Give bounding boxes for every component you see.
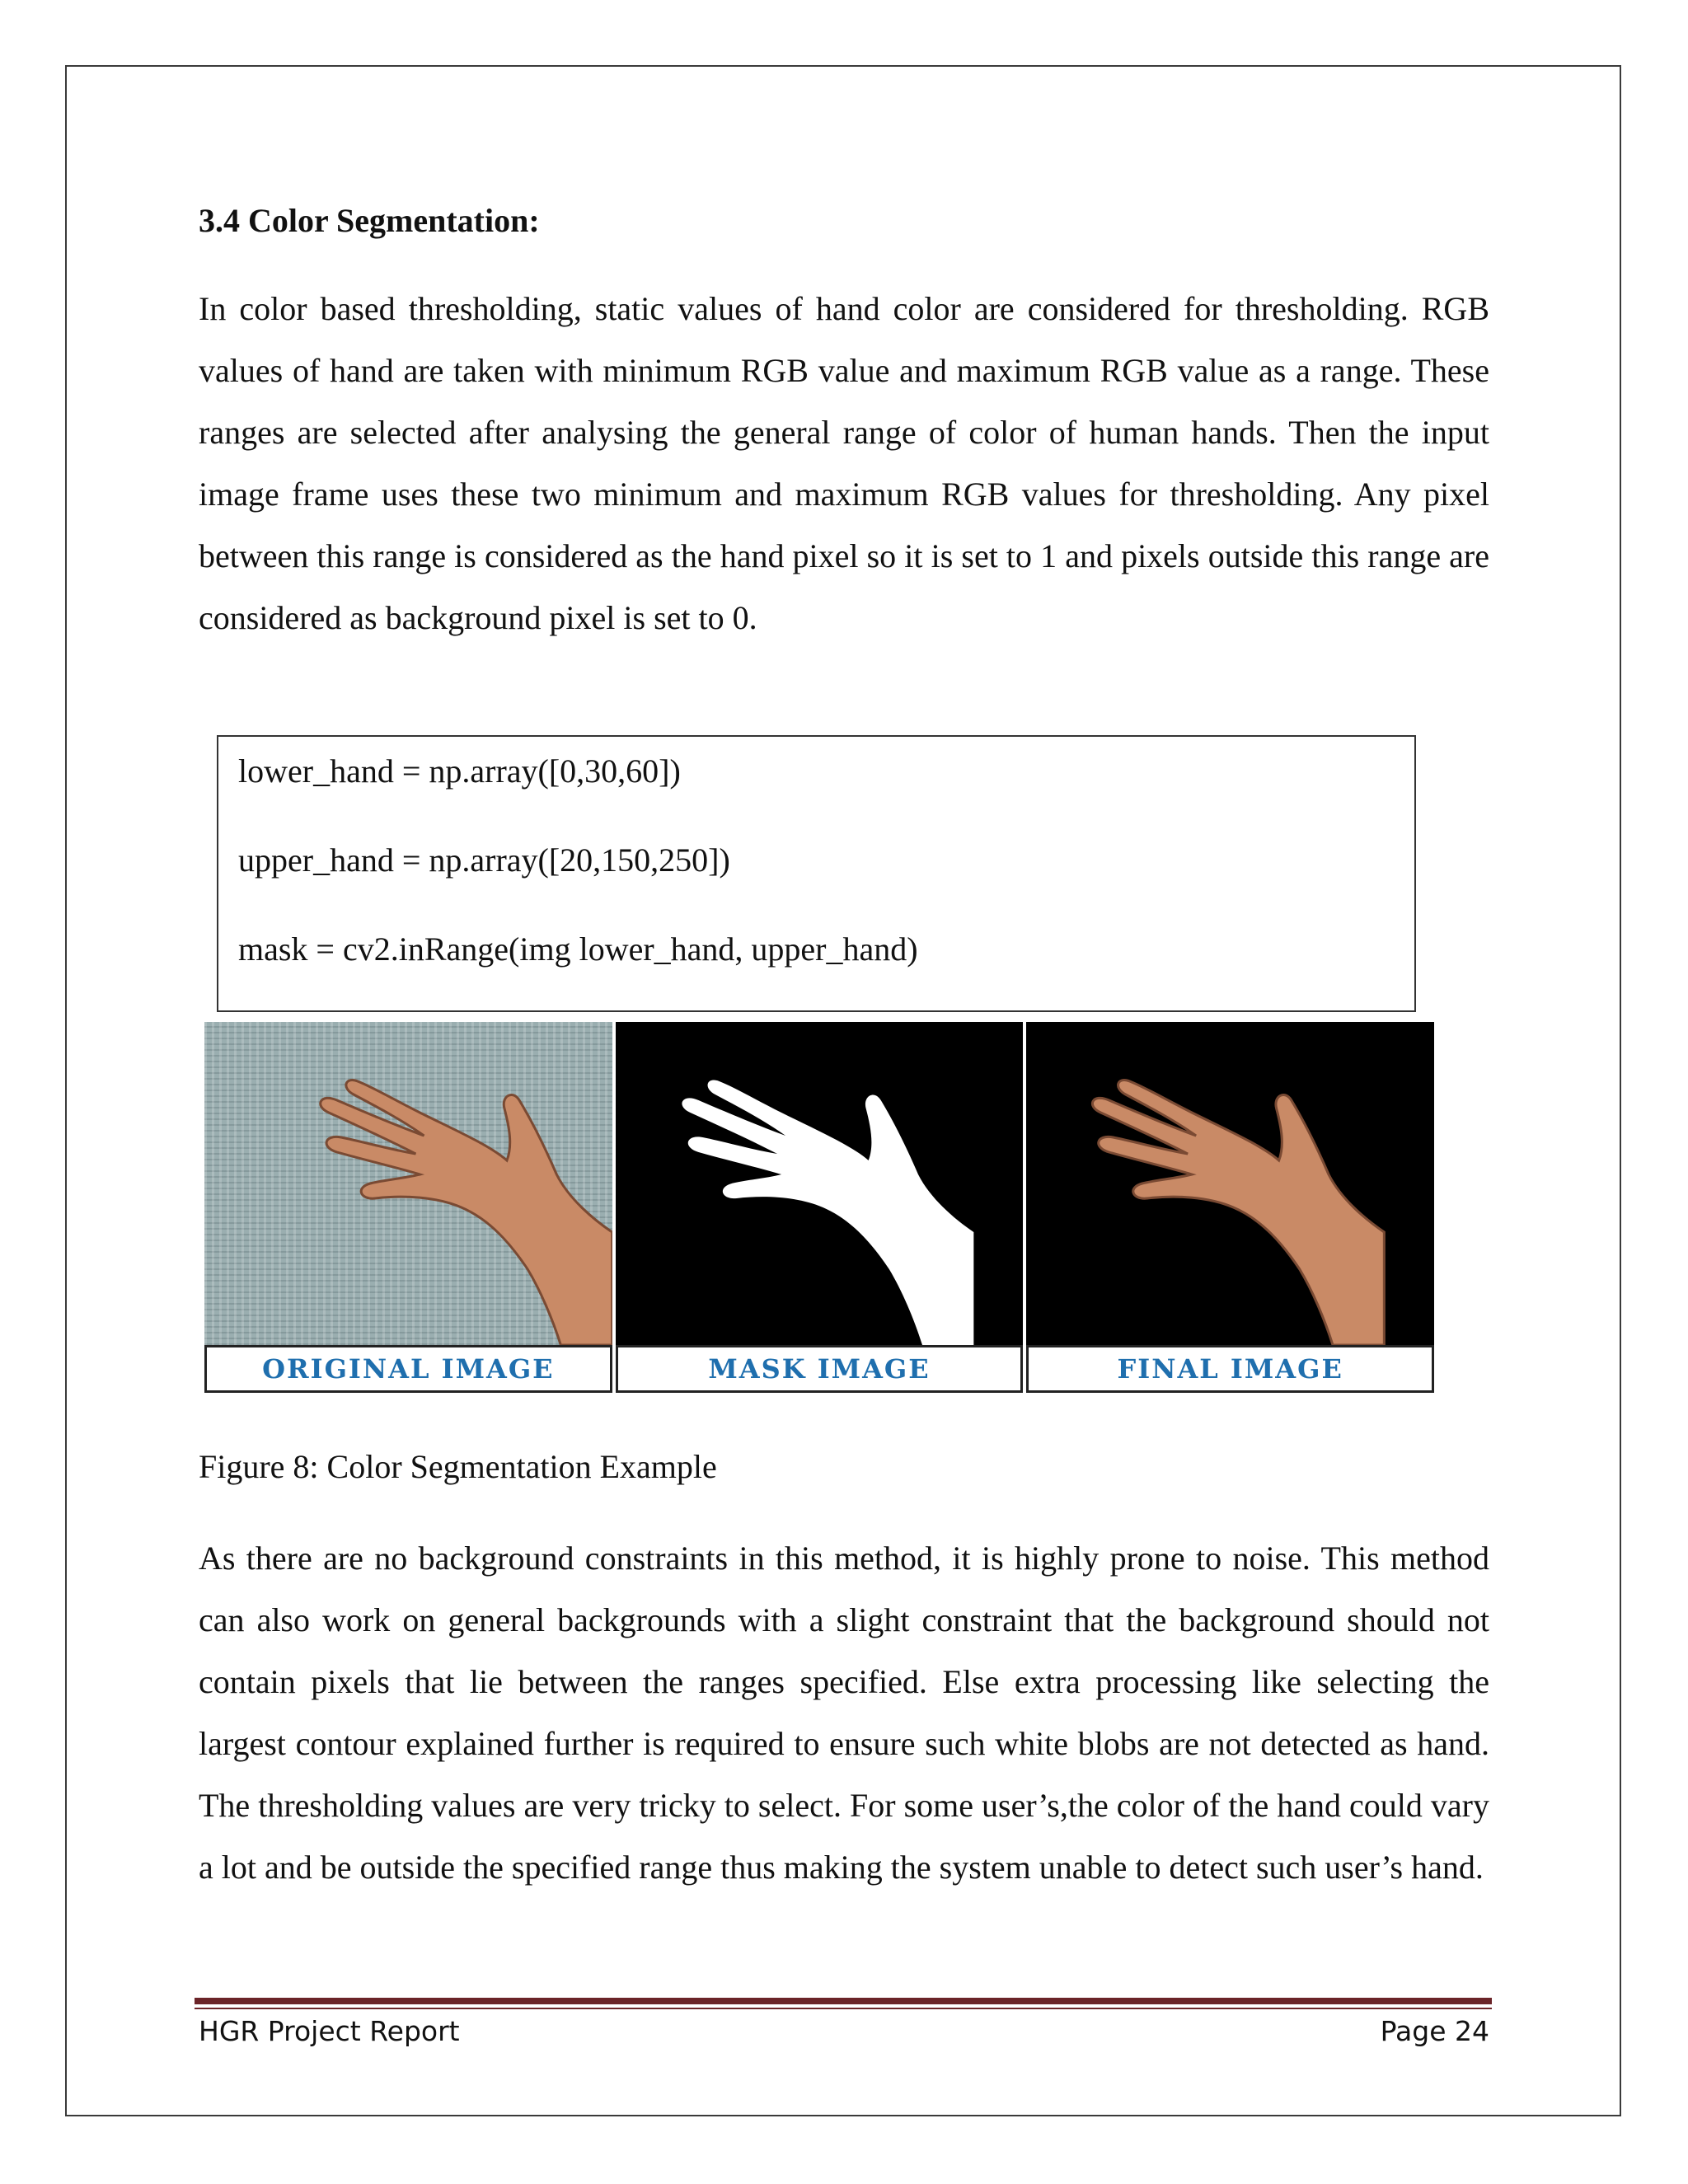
mask-image [616, 1022, 1024, 1345]
final-image-label: FINAL IMAGE [1026, 1345, 1434, 1393]
code-line-lower: lower_hand = np.array([0,30,60]) [238, 752, 681, 790]
section-heading: 3.4 Color Segmentation: [199, 202, 540, 239]
original-image-label: ORIGINAL IMAGE [204, 1345, 612, 1393]
footer-rule [195, 1998, 1492, 2004]
original-image [204, 1022, 612, 1345]
panel-mask [616, 1022, 1024, 1393]
footer-page-number: Page 24 [1380, 2015, 1489, 2047]
final-image [1026, 1022, 1434, 1345]
footer-report-title: HGR Project Report [199, 2015, 460, 2047]
mask-image-label: MASK IMAGE [616, 1345, 1024, 1393]
panel-final [1026, 1022, 1434, 1393]
panel-original [204, 1022, 612, 1393]
footer-rule-thin [195, 2008, 1492, 2009]
segmentation-figure [204, 1022, 1434, 1393]
intro-paragraph: In color based thresholding, static values of hand color are considered for thresholding. RGB values of hand are taken with minimum RGB value and maximum RGB value as a range. These ranges are selected after analysing the general range of color of human hands. Then the input image frame uses these two minimum and maximum RGB values for thresholding. Any pixel between this range is considered as the hand pixel so it is set to 1 and pixels outside this range are considered as background pixel is set to 0. [199, 290, 1489, 636]
code-line-mask: mask = cv2.inRange(img lower_hand, upper_hand) [238, 930, 918, 968]
discussion-paragraph: As there are no background constraints in this method, it is highly prone to noise. This method can also work on general backgrounds with a slight constraint that the background should not contain pixels that lie between the ranges specified. Else extra processing like selecting the largest contour explained further is required to ensure such white blobs are not detected as hand. The thresholding values are very tricky to select. For some user’s,the color of the hand could vary a lot and be outside the specified range thus making the system unable to detect such user’s hand. [199, 1540, 1489, 1886]
code-line-upper: upper_hand = np.array([20,150,250]) [238, 841, 730, 879]
figure-caption: Figure 8: Color Segmentation Example [199, 1448, 717, 1485]
code-block [217, 735, 1416, 1012]
